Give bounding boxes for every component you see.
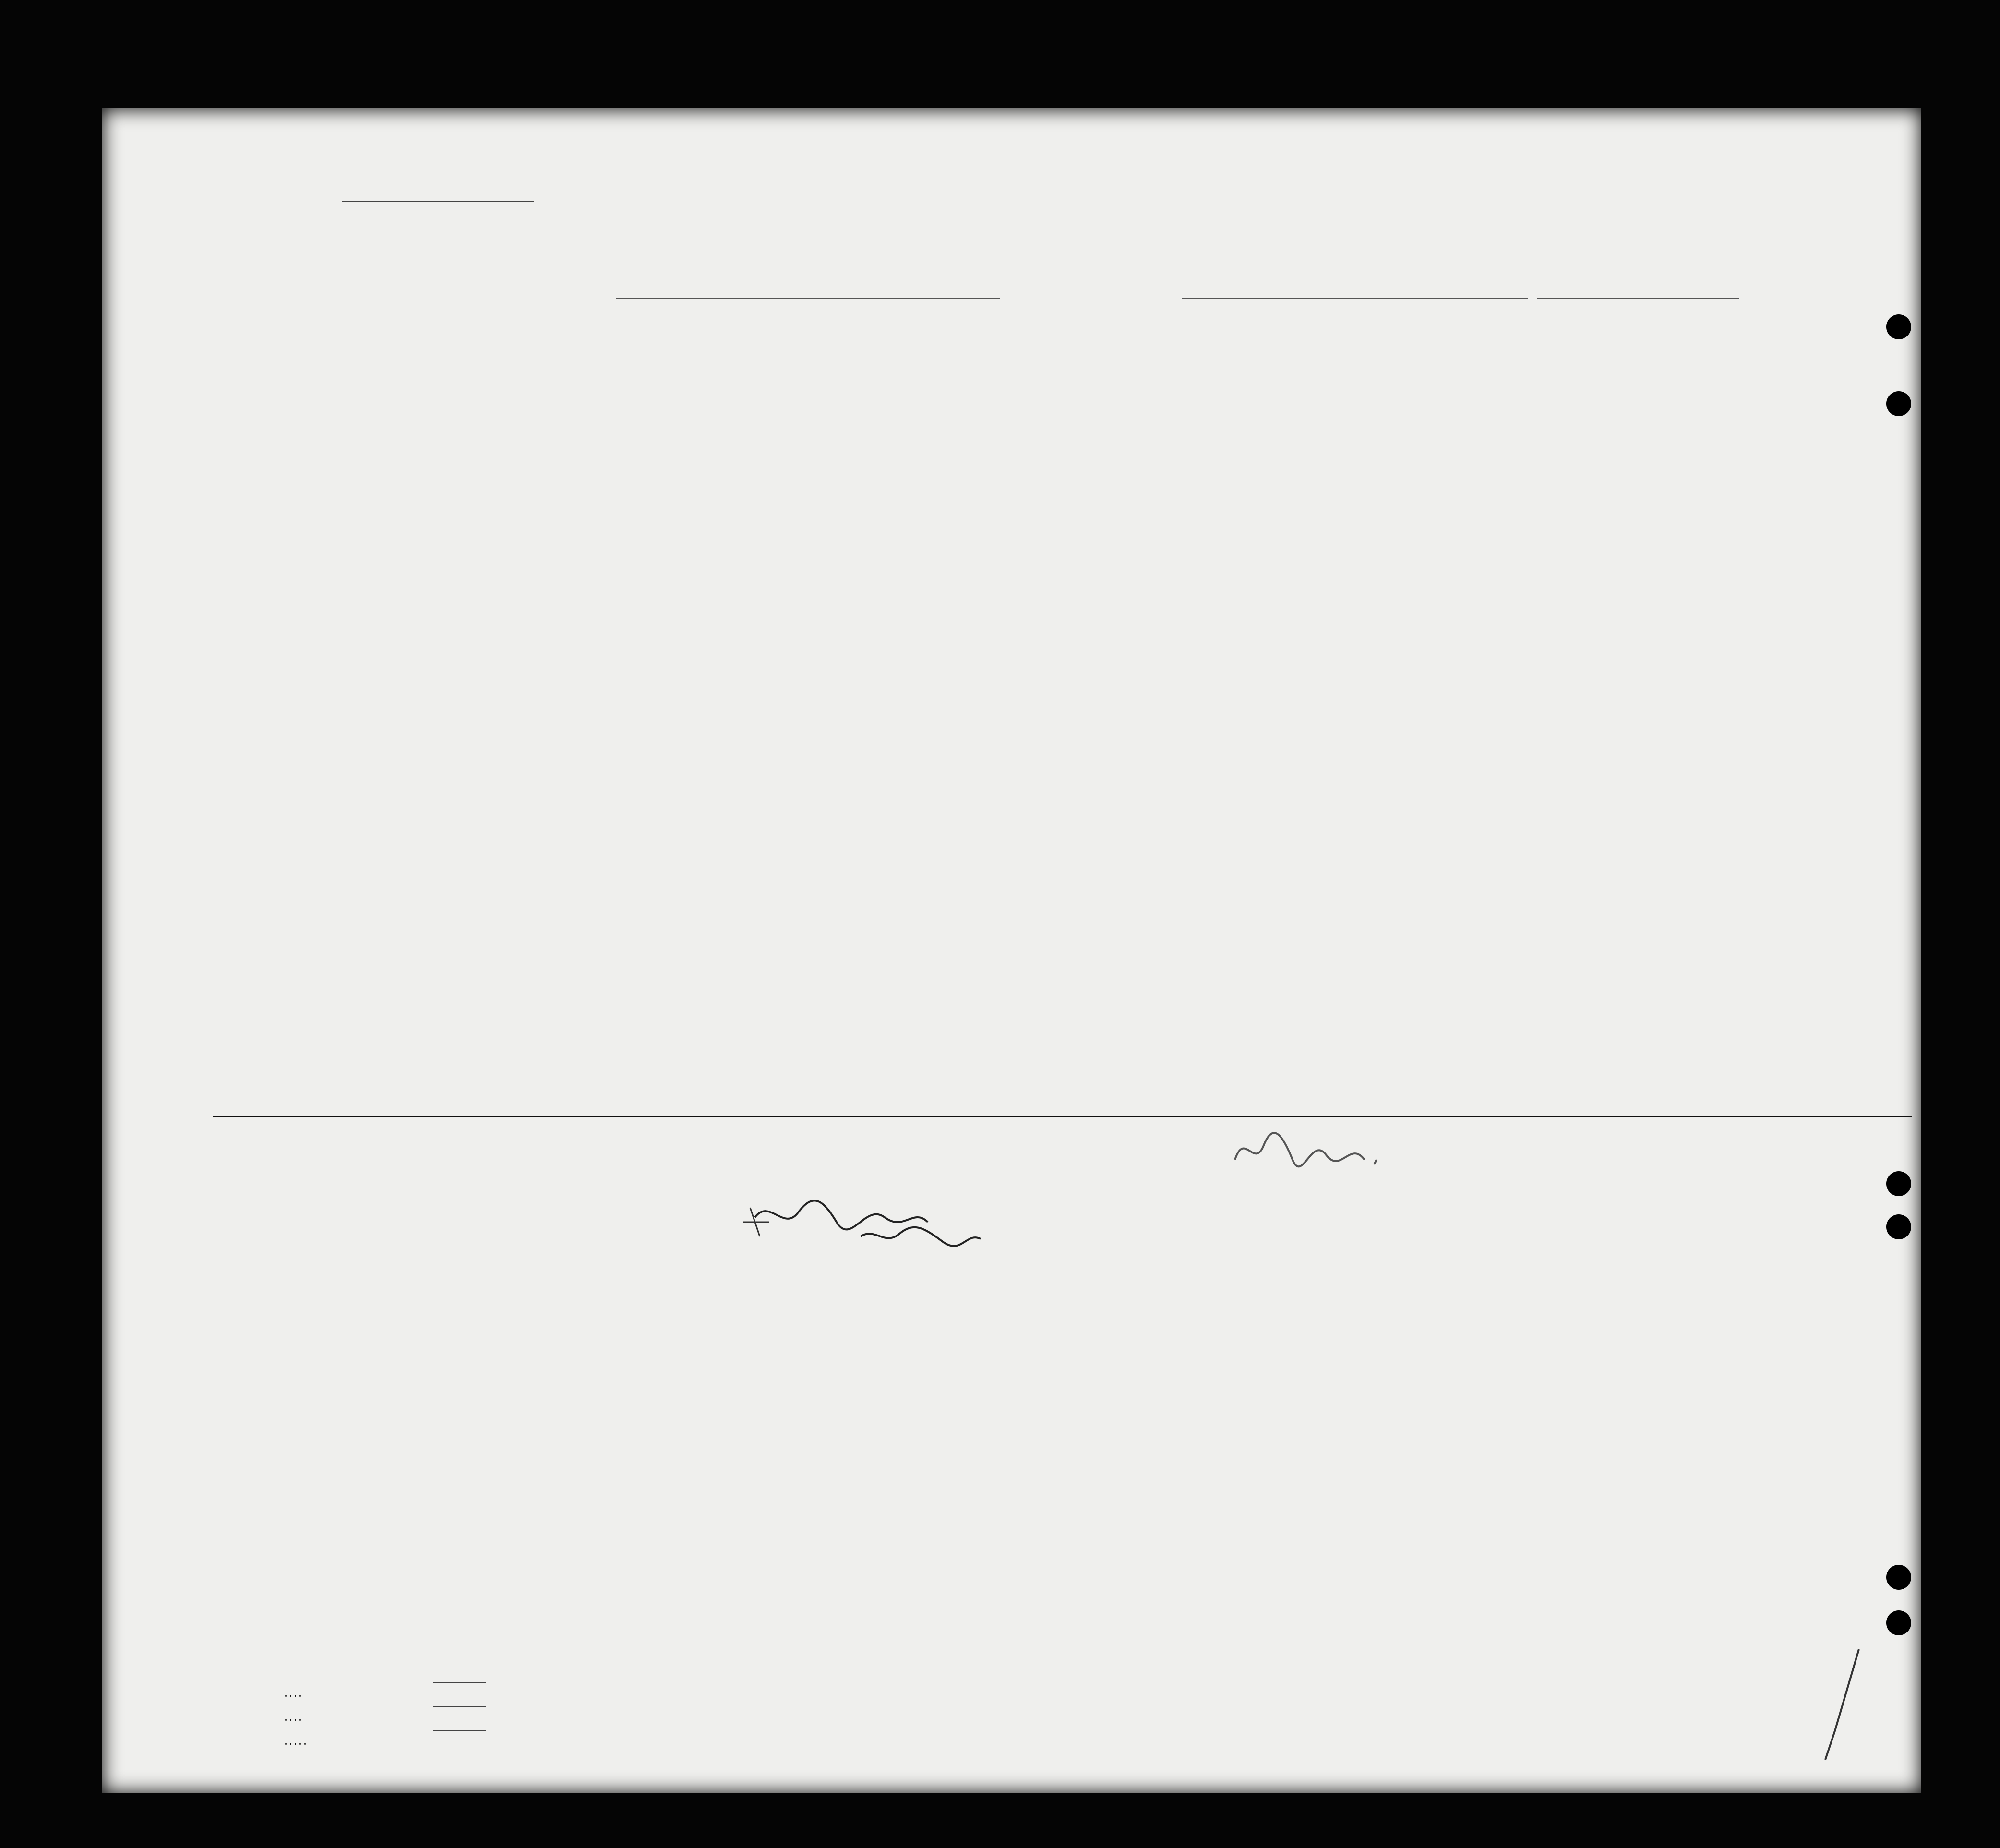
us-citizens-value	[433, 1706, 486, 1707]
aliens-label: . . . . .	[285, 1737, 306, 1747]
us-citizens-label: . . . .	[285, 1713, 301, 1723]
row-14-strike-line	[213, 1116, 1912, 1117]
total-passengers-label: . . . .	[285, 1689, 301, 1699]
bottom-check-mark	[1820, 1644, 1868, 1769]
total-passengers-value	[433, 1682, 486, 1683]
binder-hole	[1886, 1214, 1911, 1239]
binder-hole	[1886, 314, 1911, 339]
binder-hole	[1886, 391, 1911, 416]
table-grid	[102, 108, 1921, 1793]
aliens-value	[433, 1730, 486, 1731]
officer-signature	[741, 1188, 1038, 1256]
binder-hole	[1886, 1565, 1911, 1590]
inspector-signature	[1230, 1126, 1461, 1174]
binder-hole	[1886, 1610, 1911, 1635]
manifest-sheet	[102, 108, 1921, 1793]
binder-hole	[1886, 1171, 1911, 1196]
